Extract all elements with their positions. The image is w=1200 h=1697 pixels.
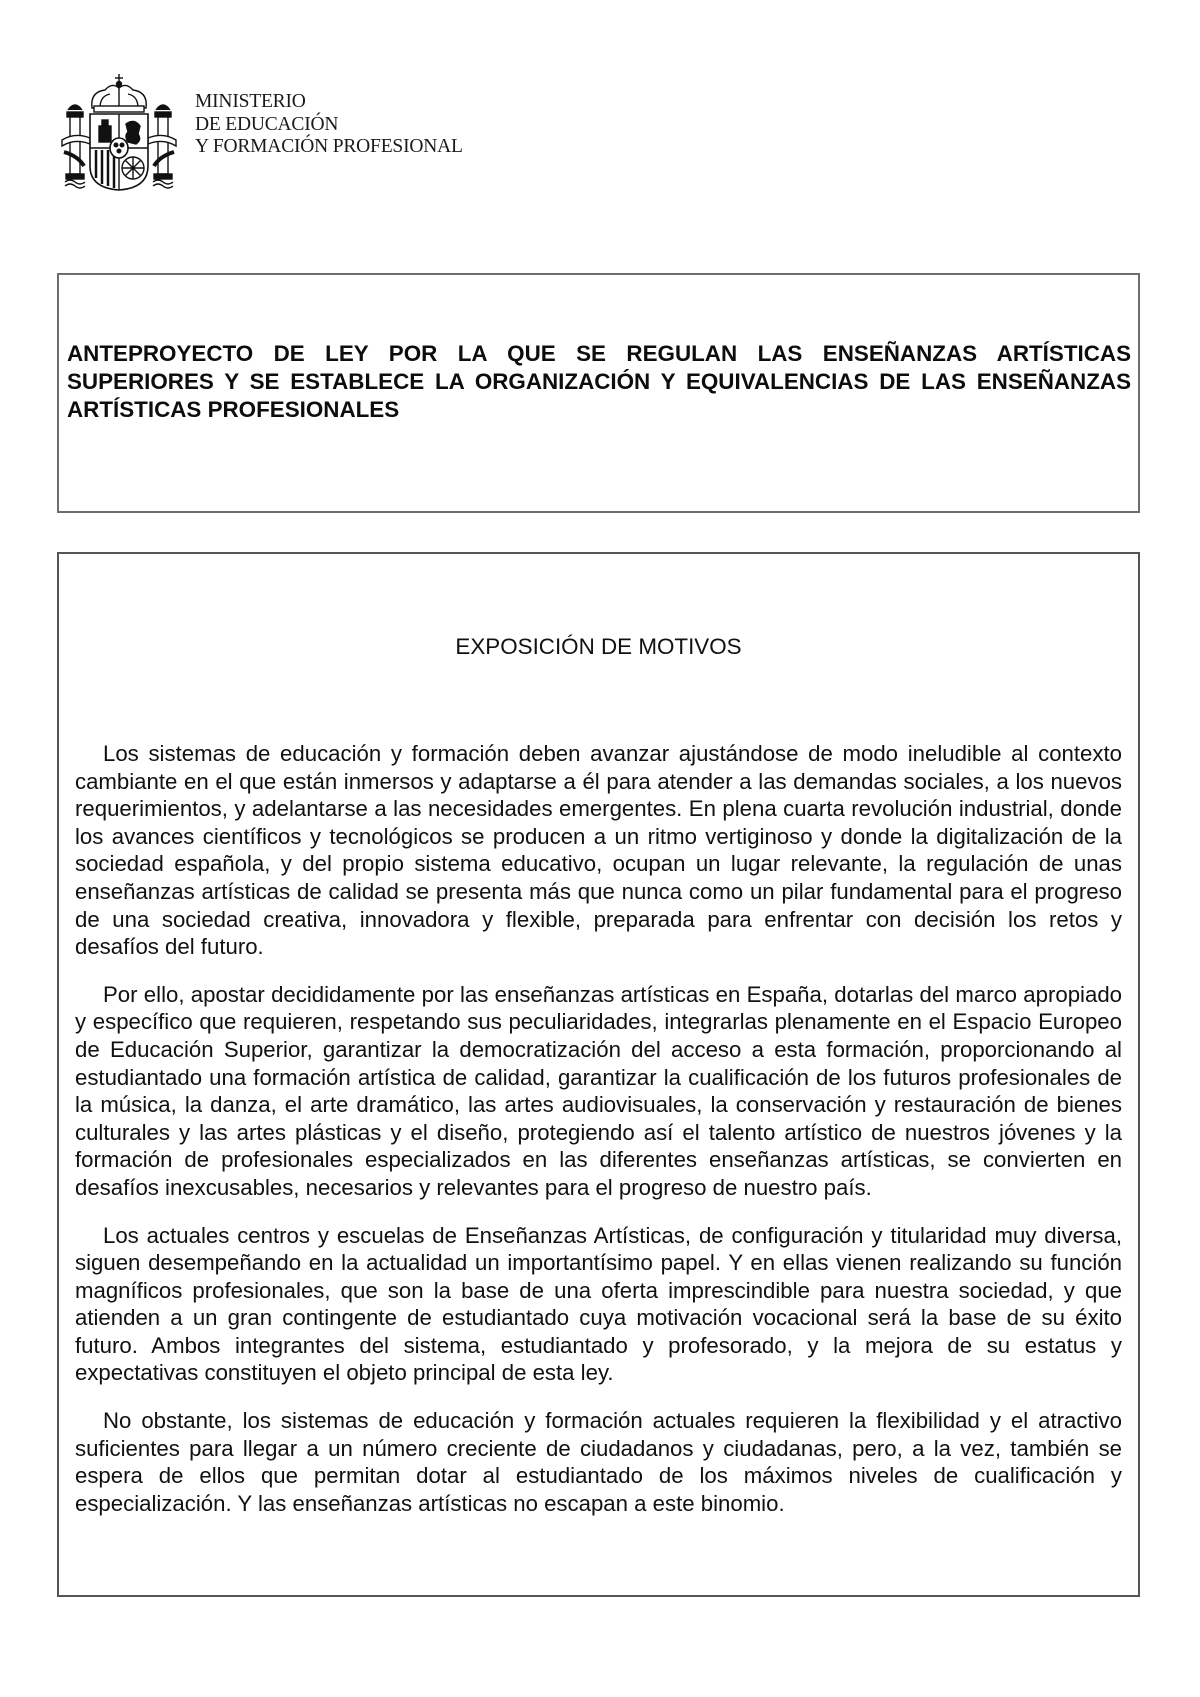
section-heading: EXPOSICIÓN DE MOTIVOS xyxy=(455,634,742,659)
coat-of-arms-icon xyxy=(60,70,178,194)
title-box xyxy=(57,273,1140,513)
ministry-line: MINISTERIO xyxy=(195,91,306,112)
ministry-line: DE EDUCACIÓN xyxy=(195,113,339,135)
ministry-line: Y FORMACIÓN PROFESIONAL xyxy=(195,136,463,157)
paragraph: No obstante, los sistemas de educación y formación actuales requieren la flexibilidad y el atractivo suficientes para llegar a un número creciente de ciudadanos y ciudadanas, pero, a la vez, también se espera de ellos que permitan dotar al estudiantado de los máximos niveles de cualificación y especialización. Y las enseñanzas artísticas no escapan a este binomio. xyxy=(75,1408,1122,1516)
ministry-name xyxy=(195,91,463,159)
paragraph: Por ello, apostar decididamente por las enseñanzas artísticas en España, dotarlas del marco apropiado y específico que requieren, respetando sus peculiaridades, integrarlas plenamente en el Espacio Europeo de Educación Superior, garantizar la democratización del acceso a esta formación, proporcionando al estudiantado una formación artística de calidad, garantizar la cualificación de los futuros profesionales de la música, la danza, el arte dramático, las artes audiovisuales, la conservación y restauración de bienes culturales y las artes plásticas y el diseño, protegiendo así el talento artístico de nuestros jóvenes y la formación de profesionales especializados en las diferentes enseñanzas artísticas, se convierten en desafíos inexcusables, necesarios y relevantes para el progreso de nuestro país. xyxy=(75,981,1122,1200)
paragraph: Los actuales centros y escuelas de Enseñanzas Artísticas, de configuración y titularidad muy diversa, siguen desempeñando en la actualidad un importantísimo papel. Y en ellas vienen realizando su función magníficos profesionales, que son la base de una oferta imprescindible para nuestra sociedad, y que atienden a un gran contingente de estudiantado cuya motivación vocacional será la base de su éxito futuro. Ambos integrantes del sistema, estudiantado y profesorado, y la mejora de su estatus y expectativas constituyen el objeto principal de esta ley. xyxy=(75,1222,1122,1386)
paragraph-list xyxy=(75,740,1122,1537)
document-title: ANTEPROYECTO DE LEY POR LA QUE SE REGULAN LAS ENSEÑANZAS ARTÍSTICAS SUPERIORES Y SE ESTABLECE LA ORGANIZACIÓN Y EQUIVALENCIAS DE LAS ENSEÑANZAS ARTÍSTICAS PROFESIONALES xyxy=(67,341,1131,422)
paragraph: Los sistemas de educación y formación deben avanzar ajustándose de modo ineludible al contexto cambiante en el que están inmersos y adaptarse a él para atender a las demandas sociales, a los nuevos requerimientos, y adelantarse a las necesidades emergentes. En plena cuarta revolución industrial, donde los avances científicos y tecnológicos se producen a un ritmo vertiginoso y donde la digitalización de la sociedad española, y del propio sistema educativo, ocupan un lugar relevante, la regulación de unas enseñanzas artísticas de calidad se presenta más que nunca como un pilar fundamental para el progreso de una sociedad creativa, innovadora y flexible, preparada para enfrentar con decisión los retos y desafíos del futuro. xyxy=(75,741,1122,960)
exposition-box xyxy=(57,552,1140,1597)
document-header xyxy=(60,70,580,200)
